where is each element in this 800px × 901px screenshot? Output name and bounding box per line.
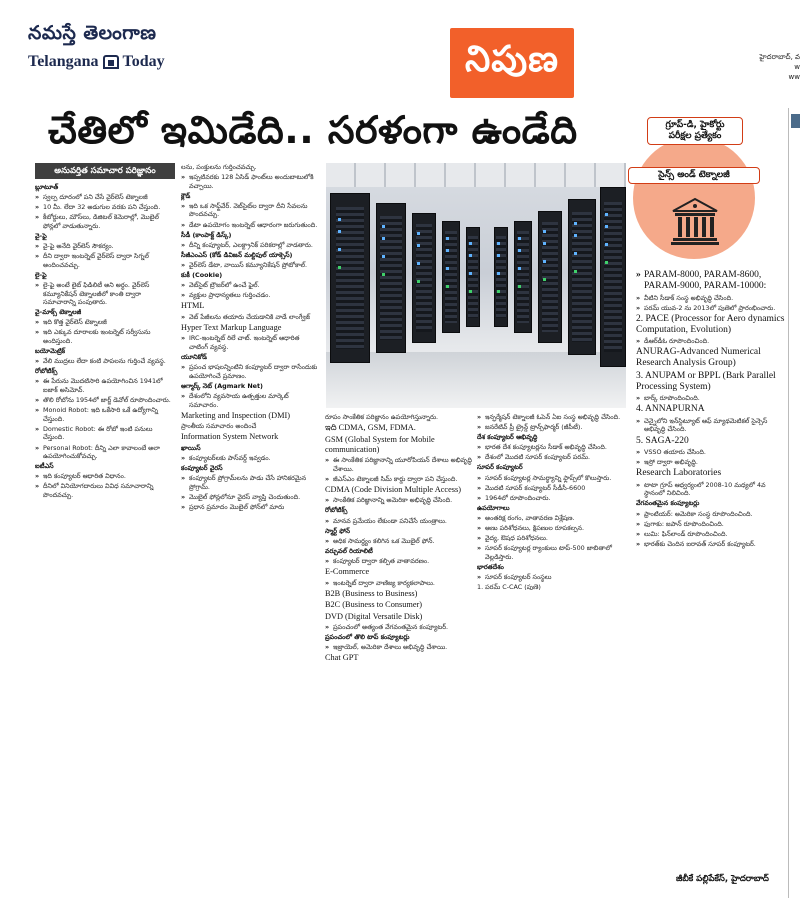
server-rack — [442, 221, 460, 333]
emblem-icon — [103, 55, 119, 69]
server-rack — [412, 213, 436, 343]
photo-ceiling — [326, 163, 626, 187]
server-rack — [514, 221, 532, 333]
photo-floor — [326, 352, 626, 408]
adjacent-image-fragment — [791, 114, 800, 128]
section-heading: అనువర్తిత సమాచార పరిజ్ఞానం — [35, 163, 175, 179]
newspaper-name-english: Telangana Today — [28, 53, 165, 70]
server-rack — [568, 199, 596, 355]
article-column-5: » PARAM-8000, PARAM-8600, PARAM-9000, PARAM-10000: » వీటిని సీడాక్ సంస్థ అభివృద్ధి చేసింది. » పరమ్ యువ-2 ను 2013లో పుణెలో ప్రారంభించారు. 2. PACE (Processor for Aero dynamics Computation, Evolution) » డీఆర్‌డీఓ రూపొందించింది. ANURAG-Advanced Numerical Research Analysis Group) 3. ANUPAM or BPPL (Bark Parallel Processing System) » బార్క్ రూపొందించింది. 4. ANNAPURNA » చెన్నైలోని ఇన్‌స్టిట్యూట్ ఆఫ్ మ్యాథమెటికల్ సైన్సెస్ అభివృద్ధి చేసింది. 5. SAGA-220 » VSSO తయారు చేసింది. » ఇస్రో ద్వారా అభివృద్ధి. Research Laboratories » టాటా గ్రూప్ ఆధ్వర్యంలో 2008-10 మధ్యలో 4వ స్థానంలో నిలిచింది. వేగవంతమైన కంప్యూటర్లు » ఫ్రాంటియర్: అమెరికా సంస్థ రూపొందించింది. » ఫుగాకు: జపాన్ రూపొందించింది. » లుమి: ఫిన్‌లాండ్ రూపొందించింది. » భారత్‌కు చెందిన ఐరావత్ సూపర్ కంప్యూటర్. — [636, 270, 786, 898]
supplement-logo[interactable] — [450, 28, 574, 98]
supercomputer-photo — [326, 163, 626, 408]
article-column-3: రూపం సాంకేతిక పరిజ్ఞానం ఉపయోగిస్తున్నారు. ఇది CDMA, GSM, FDMA. GSM (Global System for Mobile communication) » ఈ సాంకేతిక పరిజ్ఞానాన్ని యూరోపియన్ దేశాలు అభివృద్ధి చేశాయి. » జీఎస్ఎం టెక్నాలజీ సిమ్ కార్డు ద్వారా పని చేస్తుంది. CDMA (Code Division Multiple Access) » సాంకేతిక పరిజ్ఞానాన్ని అమెరికా అభివృద్ధి చేసింది. రోబోటిక్స్ » మానవ ప్రమేయం లేకుండా పనిచేసే యంత్రాలు. స్మార్ట్ ఫోన్ » అధిక సామర్థ్యం కలిగిన ఒక మొబైల్ ఫోన్. వర్చువల్ రియాలిటీ » కంప్యూటర్ ద్వారా కల్పిత వాతావరణం. E-Commerce » ఇంటర్నెట్ ద్వారా వాణిజ్య కార్యకలాపాలు. B2B (Business to Business) B2C (Business to Consumer) DVD (Digital Versatile Disk) » ప్రపంచంలో అత్యంత వేగవంతమైన కంప్యూటర్. ప్రపంచంలో తొలి టాప్ కంప్యూటర్లు » ఇజ్రాయెల్, అమెరికా దేశాలు అభివృద్ధి చేశాయి. Chat GPT — [325, 413, 473, 898]
government-building-icon — [669, 195, 721, 247]
article-column-1: అనువర్తిత సమాచార పరిజ్ఞానం బ్లూటూత్ » స్వల్ప దూరంలో పని చేసే వైర్‌లెస్ టెక్నాలజీ » 10 మీ. లేదా 32 అడుగుల వరకు పని చేస్తుంది. » కీబోర్డులు, మౌస్‌లు, డిజిటల్ కెమెరాల్లో, మొబైల్ ఫోన్లలో వాడుతున్నారు. వై-ఫై » వై-ఫై అనేది వైర్‌లెస్ సౌకర్యం. » దీని ద్వారా ఇంటర్నెట్ వైర్‌లెస్ ద్వారా సిగ్నల్ అందించవచ్చు. లై-ఫై » లై-ఫై అంటే లైట్ ఫిడిలిటీ అని అర్థం. వైర్‌లెస్ కమ్యూనికేషన్ టెక్నాలజీలో కాంతి ద్వారా సమాచారాన్ని పంపుతారు. వై-మాక్స్ టెక్నాలజీ » ఇది కొత్త వైర్‌లెస్ టెక్నాలజీ » ఇది ఎక్కువ దూరాలకు ఇంటర్నెట్ సర్వీసును అందిస్తుంది. బయోమెట్రిక్ » వేలి ముద్రలు లేదా కంటి పాపలను గుర్తించే వ్యవస్థ. రోబోటిక్స్ » ఈ పేరును మొదటిసారి ఉపయోగించిన 1941లో ఐజాక్ అసిమోవ్. » తొలి రోబోను 1954లో జార్జ్ డెవోల్ రూపొందించారు. » Monoid Robot: ఇది ఒకేసారి ఒకే ఉద్యోగాన్ని చేస్తుంది. » Domestic Robot: ఈ రోబో ఇంటి పనులు చేస్తుంది. » Personal Robot: దీన్ని ఎలా కావాలంటే అలా ఉపయోగించుకోవచ్చు. ఐటీఎస్ » ఇది కంప్యూటర్ ఆధారిత విధానం. » దీనిలో వినియోగదారులు వివిధ సమాచారాన్ని పొందవచ్చు. — [35, 163, 175, 898]
supplement-title: నిపుణ — [465, 37, 559, 80]
article-column-2: లను, పంక్తులను గుర్తించవచ్చు. » ఇప్పటివరకు 128 ఏసిడ్ ఫాంట్‌లు అందుబాటులోకి వచ్చాయి. క్లౌడ్ » ఇది ఒక సాఫ్ట్‌వేర్. వెబ్‌సైట్‌ల ద్వారా దీని సేవలను పొందవచ్చు. » డేటా ఉపయోగం ఇంటర్నెట్ ఆధారంగా జరుగుతుంది. సీడీ (కాంపాక్ట్ డిస్క్) » దీన్ని కంప్యూటర్, ఎలక్ట్రానిక్ పరికరాల్లో వాడతారు. సీజీఎంఎస్ (కోడ్ డివిజన్ మల్టిపుల్ యాక్సెస్) » వైర్‌లెస్ డేటా, వాయిస్ కమ్యూనికేషన్ ప్రోటోకాల్. కుకీ (Cookie) » వెబ్‌సైట్ బ్రౌజర్‌లో ఉంచే ఫైల్. » వ్యక్తుల ప్రాధాన్యతలు గుర్తించడం. HTML » వెబ్ పేజీలను తయారు చేయడానికి వాడే లాంగ్వేజ్ Hyper Text Markup Language » IRC-ఇంటర్నెట్ రిలే చాట్. ఇంటర్నెట్ ఆధారిత చాటింగ్ వ్యవస్థ. యూనికోడ్ » ప్రపంచ భాషలన్నింటిని కంప్యూటర్ ద్వారా రాసేందుకు ఉపయోగించే ప్రమాణం. అగ్మార్క్ నెట్ (Agmark Net) » దేశంలోని వ్యవసాయ ఉత్పత్తుల మార్కెట్ సమాచారం. Marketing and Inspection (DMI) ప్రాంతీయ సమాచారం అందించే Information System Network ఖాయిస్ » కంప్యూటర్‌లకు పాస్‌వర్డ్ ఇవ్వడం. కంప్యూటర్ వైరస్ » కంప్యూటర్ ప్రోగ్రామ్‌లను పాడు చేసే హానికరమైన ప్రోగ్రామ్. » మొబైల్ ఫోన్లలోనూ వైరస్ వ్యాప్తి చెందుతుంది. » ప్రధాన ప్రమాదం మొబైల్ ఫోన్‌లో మారు — [181, 163, 319, 898]
server-rack — [538, 211, 562, 343]
article-headline: చేతిలో ఇమిడేది.. సరళంగా ఉండేది — [48, 108, 578, 152]
article-column-4: » ఇన్ఫర్మేషన్ టెక్నాలజీ ఓపెన్ ఏఐ సంస్థ అభివృద్ధి చేసింది. » జనరేటివ్ ప్రీ ట్రైన్డ్ ట్రాన్స్‌ఫార్మర్ (జీపీటీ). దేశ కంప్యూటర్ అభివృద్ధి » భారత దేశ కంప్యూటర్లను సీడాక్ అభివృద్ధి చేసింది. » దేశంలో మొదటి సూపర్ కంప్యూటర్ పరమ్. సూపర్ కంప్యూటర్ » సూపర్ కంప్యూటర్ల సామర్థ్యాన్ని ఫ్లాప్స్‌లో కొలుస్తారు. » మొదటి సూపర్ కంప్యూటర్ సీడీసీ-6600 » 1964లో రూపొందించారు. ఉపయోగాలు » అంతరిక్ష రంగం, వాతావరణ విశ్లేషణ. » అణు పరిశోధనలు, క్షిపణుల రూపకల్పన. » వైద్య, ఔషధ పరిశోధనలు. » సూపర్ కంప్యూటర్ల ర్యాంకులు టాప్-500 జాబితాలో వెల్లడిస్తారు. భారతదేశం » సూపర్ కంప్యూటర్ సంస్థలు 1. పరమ్ C-CAC (పుణె) — [477, 413, 627, 898]
newspaper-name-telugu: నమస్తే తెలంగాణ — [28, 22, 157, 44]
masthead — [0, 0, 800, 98]
server-rack — [494, 227, 508, 327]
masthead-info: హైదరాబాద్, వ w ww — [759, 53, 800, 81]
server-rack — [466, 227, 480, 327]
server-rack — [330, 193, 370, 363]
server-rack — [600, 187, 626, 367]
adjacent-column-edge — [788, 108, 800, 898]
server-rack — [376, 203, 406, 353]
author-credit: జీబీకే పల్లిపేకేస్, హైదరాబాద్ — [676, 874, 769, 884]
badge-subject-label: సైన్స్ అండ్ టెక్నాలజీ — [628, 167, 760, 184]
exam-badge — [625, 115, 765, 265]
newspaper-logo[interactable] — [28, 22, 218, 71]
badge-exam-label: గ్రూప్-డి, హైకోర్టు పరీక్షల ప్రత్యేకం — [647, 117, 743, 145]
